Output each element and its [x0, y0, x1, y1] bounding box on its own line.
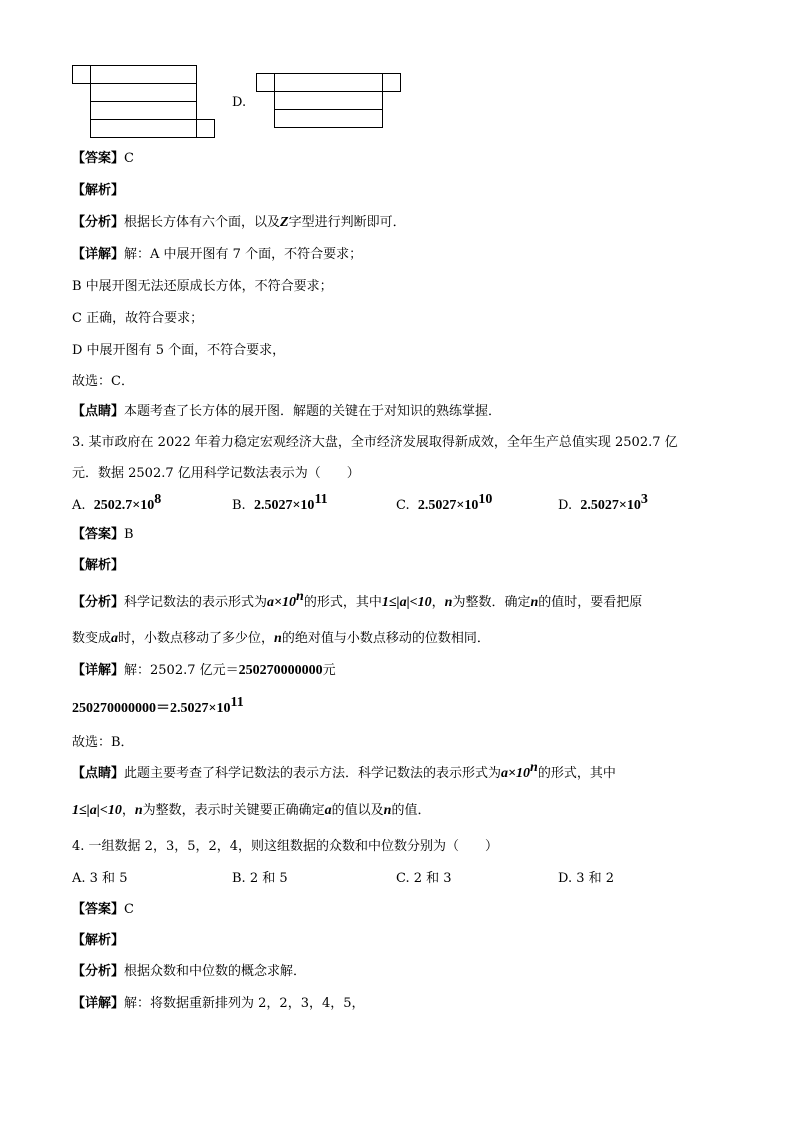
q3-option-a[interactable]: A. $2502.7\times 10^8$ — [72, 492, 162, 513]
net-face — [72, 65, 91, 84]
q4-jiexi: 【解析】 — [72, 933, 125, 948]
q3-fenxi-line-2: 数变成a时，小数点移动了多少位，n的绝对值与小数点移动的位数相同． — [72, 631, 490, 646]
q2-dianjing: 【点睛】本题考查了长方体的展开图．解题的关键在于对知识的熟练掌握． — [72, 404, 502, 419]
q2-line-b: B 中展开图无法还原成长方体，不符合要求； — [72, 279, 333, 294]
net-face — [382, 73, 401, 92]
q3-option-b[interactable]: B. $2.5027\times 10^{11}$ — [232, 492, 328, 513]
q2-fenxi: 【分析】根据长方体有六个面，以及Z字型进行判断即可． — [72, 215, 406, 230]
q4-xiangjie: 【详解】解：将数据重新排列为 2，2，3，4，5， — [72, 996, 365, 1011]
q4-fenxi: 【分析】根据众数和中位数的概念求解． — [72, 964, 307, 979]
q3-jiexi: 【解析】 — [72, 558, 125, 573]
q3-xiangjie: 【详解】解：2502.7 亿元＝250270000000元 — [72, 663, 336, 678]
q2-line-c: C 正确，故符合要求； — [72, 311, 204, 326]
q3-stem-line-2: 元．数据 2502.7 亿用科学记数法表示为（ ） — [72, 466, 360, 481]
q3-option-c[interactable]: C. $2.5027\times 10^{10}$ — [396, 492, 493, 513]
net-face — [274, 109, 383, 128]
net-face — [90, 101, 197, 120]
q4-option-c[interactable]: C. 2 和 3 — [396, 871, 452, 886]
option-d-label: D. — [232, 95, 247, 110]
q3-guxuan: 故选：B． — [72, 735, 134, 750]
q3-fenxi-line-1: 【分析】科学记数法的表示形式为$a\times 10^n$的形式，其中1≤|a|<10，n为整数．确定n的值时，要看把原 — [72, 589, 643, 610]
net-face — [274, 91, 383, 110]
q2-guxuan: 故选：C． — [72, 374, 134, 389]
net-face — [90, 119, 197, 138]
q3-equation: $250270000000=2.5027\times 10^{11}$ — [72, 695, 244, 716]
q2-answer: 【答案】C — [72, 151, 134, 166]
q2-xiangjie: 【详解】解：A 中展开图有 7 个面，不符合要求； — [72, 247, 363, 262]
q4-option-a[interactable]: A. 3 和 5 — [72, 871, 128, 886]
net-face — [90, 65, 197, 84]
q4-option-d[interactable]: D. 3 和 2 — [558, 871, 615, 886]
q3-dianjing-line-2: 1≤|a|<10，n为整数，表示时关键要正确确定a的值以及n的值． — [72, 803, 431, 818]
q2-jiexi: 【解析】 — [72, 183, 125, 198]
q4-option-b[interactable]: B. 2 和 5 — [232, 871, 288, 886]
q4-answer: 【答案】C — [72, 902, 134, 917]
q3-dianjing-line-1: 【点睛】此题主要考查了科学记数法的表示方法．科学记数法的表示形式为$a\times 10^n$的形式，其中 — [72, 760, 616, 781]
q3-option-d[interactable]: D. $2.5027\times 10^3$ — [558, 492, 648, 513]
net-face — [274, 73, 383, 92]
net-face — [256, 73, 275, 92]
net-face — [90, 83, 197, 102]
q2-line-d: D 中展开图有 5 个面，不符合要求， — [72, 343, 286, 358]
q3-stem-line-1: 3. 某市政府在 2022 年着力稳定宏观经济大盘，全市经济发展取得新成效，全年生产总值实现 2502.7 亿 — [72, 435, 678, 450]
q4-stem: 4. 一组数据 2，3，5，2，4，则这组数据的众数和中位数分别为（ ） — [72, 839, 499, 854]
net-face — [196, 119, 215, 138]
q3-answer: 【答案】B — [72, 527, 134, 542]
